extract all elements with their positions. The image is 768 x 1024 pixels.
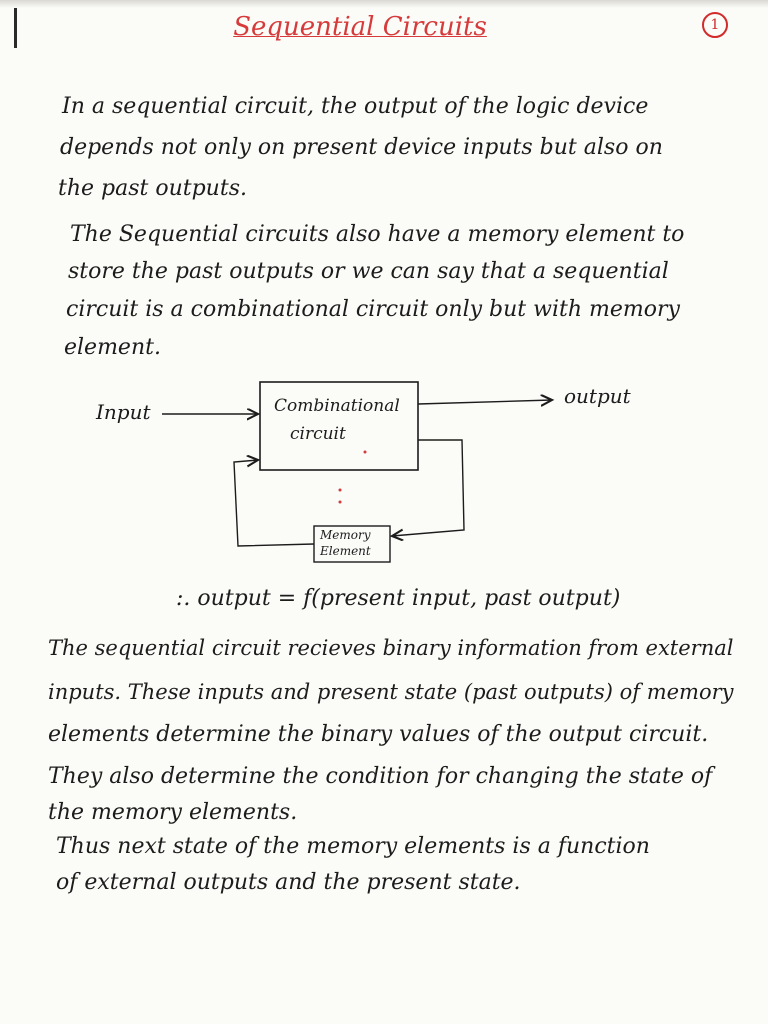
para3-line-2: inputs. These inputs and present state (past outputs) of memory — [48, 680, 734, 704]
page-number: 1 — [702, 12, 728, 38]
para2-line-3: circuit is a combinational circuit only but with memory — [66, 297, 680, 322]
para3-line-3: elements determine the binary values of the output circuit. — [48, 722, 709, 747]
para2-line-4: element. — [64, 335, 161, 360]
para1-line-1: In a sequential circuit, the output of the logic device — [62, 94, 649, 119]
page-title: Sequential Circuits — [233, 12, 487, 42]
feedback-to-combinational — [234, 460, 314, 546]
feedback-to-memory — [392, 440, 464, 536]
para2-line-1: The Sequential circuits also have a memory element to — [70, 222, 685, 247]
para1-line-2: depends not only on present device inputs but also on — [60, 135, 663, 160]
para3-line-5: the memory elements. — [48, 800, 298, 825]
para1-line-3: the past outputs. — [58, 176, 247, 201]
para3-line-4: They also determine the condition for changing the state of — [48, 764, 713, 789]
combinational-label: Combinational — [274, 396, 400, 416]
para3-line-1: The sequential circuit recieves binary information from external — [48, 636, 734, 660]
input-label: Input — [96, 400, 151, 424]
page-top-edge — [0, 0, 768, 8]
para4-line-1: Thus next state of the memory elements is a function — [56, 834, 650, 859]
element-label: Element — [320, 544, 371, 558]
para2-line-2: store the past outputs or we can say that a sequential — [68, 259, 669, 284]
output-label: output — [564, 384, 631, 408]
output-equation: :. output = f(present input, past output) — [176, 586, 621, 611]
circuit-label: circuit — [290, 424, 346, 444]
memory-label: Memory — [320, 528, 371, 542]
sequential-circuit-diagram — [90, 372, 650, 572]
output-arrow — [418, 400, 552, 404]
para4-line-2: of external outputs and the present state. — [56, 870, 521, 895]
